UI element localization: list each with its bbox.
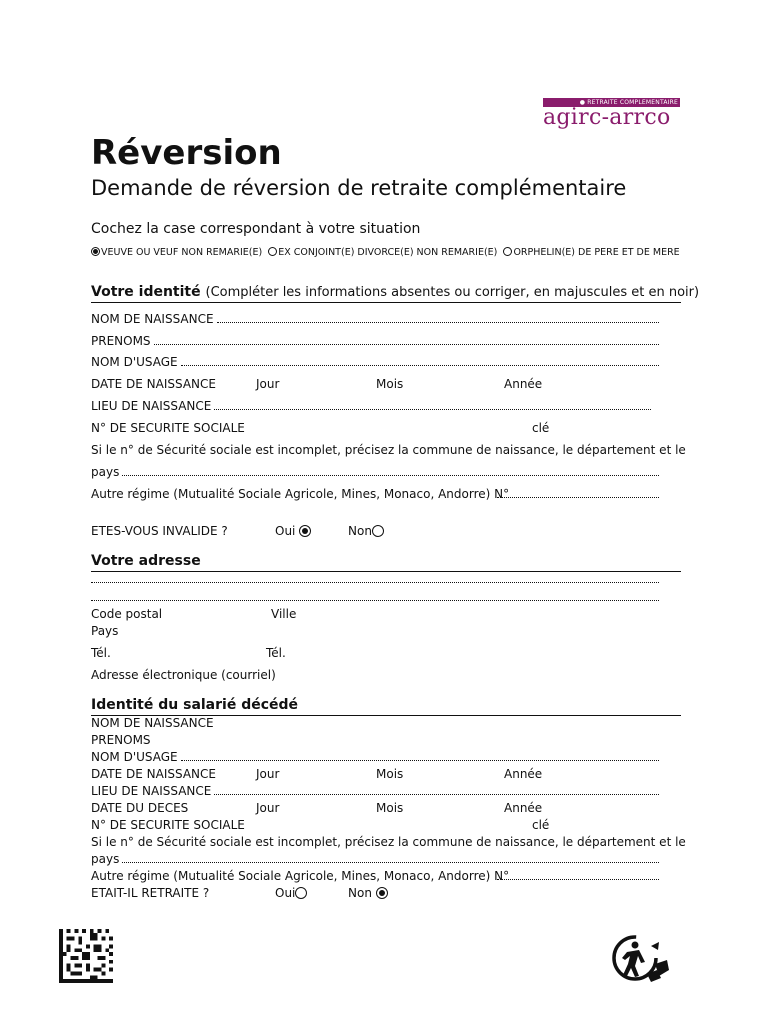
- label-date-deces: DATE DU DECES: [91, 801, 189, 815]
- field-code-postal[interactable]: Code postal: [91, 607, 163, 621]
- radio-veuve[interactable]: [91, 247, 100, 256]
- qr-code-icon: [58, 929, 114, 983]
- option-invalide-non[interactable]: Non: [348, 524, 385, 538]
- field-tel-1[interactable]: Tél.: [91, 646, 111, 660]
- field-autre-regime[interactable]: [497, 496, 659, 498]
- field-salarie-lieu-naissance[interactable]: LIEU DE NAISSANCE: [91, 784, 659, 798]
- field-nom-naissance[interactable]: NOM DE NAISSANCE: [91, 312, 659, 326]
- label-salarie-date-naissance: DATE DE NAISSANCE: [91, 767, 216, 781]
- field-salarie-annee[interactable]: Année: [504, 767, 543, 781]
- field-nom-usage[interactable]: NOM D'USAGE: [91, 355, 659, 369]
- section-identite-note: (Compléter les informations absentes ou corriger, en majuscules et en noir): [205, 285, 700, 300]
- radio-retraite-oui[interactable]: [295, 887, 307, 899]
- label-date-naissance: DATE DE NAISSANCE: [91, 377, 216, 391]
- label-salarie-autre-regime: Autre régime (Mutualité Sociale Agricole, Mines, Monaco, Andorre) N°: [91, 869, 510, 883]
- field-salarie-jour[interactable]: Jour: [256, 767, 280, 781]
- radio-retraite-non[interactable]: [376, 887, 388, 899]
- field-cle[interactable]: clé: [532, 421, 550, 435]
- logo-band: ● RETRAITE COMPLEMENTAIRE: [543, 98, 680, 107]
- field-adresse-line-1[interactable]: [91, 581, 659, 583]
- situation-options: [91, 246, 681, 259]
- radio-invalide-non[interactable]: [372, 525, 384, 537]
- field-pays[interactable]: pays: [91, 465, 659, 479]
- divider: [91, 571, 681, 572]
- page-title: Réversion: [91, 133, 282, 173]
- section-salarie-heading: Identité du salarié décédé: [91, 697, 299, 713]
- option-retraite-non[interactable]: Non: [348, 886, 389, 900]
- salarie-secu-incomplete-note: Si le n° de Sécurité sociale est incomplet, précisez la commune de naissance, le département et le: [91, 835, 686, 849]
- triman-recycle-icon: [611, 930, 673, 986]
- option-ex-conjoint[interactable]: EX CONJOINT(E) DIVORCE(E) NON REMARIE(E): [268, 247, 497, 258]
- field-tel-2[interactable]: Tél.: [266, 646, 286, 660]
- field-deces-mois[interactable]: Mois: [376, 801, 404, 815]
- field-salarie-mois[interactable]: Mois: [376, 767, 404, 781]
- label-retraite: ETAIT-IL RETRAITE ?: [91, 886, 210, 900]
- logo: agirc-arrco: [543, 105, 671, 130]
- section-adresse-heading: Votre adresse: [91, 553, 201, 569]
- label-invalide: ETES-VOUS INVALIDE ?: [91, 524, 228, 538]
- field-salarie-nom-usage[interactable]: NOM D'USAGE: [91, 750, 659, 764]
- field-adresse-line-2[interactable]: [91, 599, 659, 601]
- option-orphelin[interactable]: ORPHELIN(E) DE PERE ET DE MERE: [503, 247, 679, 258]
- field-salarie-autre-regime[interactable]: [497, 878, 659, 880]
- field-jour[interactable]: Jour: [256, 377, 280, 391]
- option-veuve[interactable]: VEUVE OU VEUF NON REMARIE(E): [91, 247, 262, 258]
- field-deces-annee[interactable]: Année: [504, 801, 543, 815]
- field-pays-adresse[interactable]: Pays: [91, 624, 119, 638]
- field-prenoms[interactable]: PRENOMS: [91, 334, 659, 348]
- instruction: Cochez la case correspondant à votre situation: [91, 221, 421, 237]
- field-salarie-secu[interactable]: N° DE SECURITE SOCIALE: [91, 818, 245, 832]
- section-identite-heading: Votre identité (Compléter les informations absentes ou corriger, en majuscules et en noir): [91, 284, 700, 300]
- field-lieu-naissance[interactable]: LIEU DE NAISSANCE: [91, 399, 651, 413]
- field-annee[interactable]: Année: [504, 377, 543, 391]
- radio-invalide-oui[interactable]: [299, 525, 311, 537]
- option-retraite-oui[interactable]: Oui: [275, 886, 308, 900]
- field-ville[interactable]: Ville: [271, 607, 297, 621]
- secu-incomplete-note: Si le n° de Sécurité sociale est incomplet, précisez la commune de naissance, le département et le: [91, 443, 686, 457]
- divider: [91, 302, 681, 303]
- page-subtitle: Demande de réversion de retraite complémentaire: [91, 176, 627, 200]
- field-mois[interactable]: Mois: [376, 377, 404, 391]
- field-salarie-prenoms[interactable]: PRENOMS: [91, 733, 151, 747]
- field-secu[interactable]: N° DE SECURITE SOCIALE: [91, 421, 245, 435]
- field-salarie-cle[interactable]: clé: [532, 818, 550, 832]
- field-salarie-pays[interactable]: pays: [91, 852, 659, 866]
- label-autre-regime: Autre régime (Mutualité Sociale Agricole, Mines, Monaco, Andorre) N°: [91, 487, 510, 501]
- option-invalide-oui[interactable]: Oui: [275, 524, 312, 538]
- field-email[interactable]: Adresse électronique (courriel): [91, 668, 276, 682]
- field-salarie-nom-naissance[interactable]: NOM DE NAISSANCE: [91, 716, 214, 730]
- radio-ex-conjoint[interactable]: [268, 247, 277, 256]
- field-deces-jour[interactable]: Jour: [256, 801, 280, 815]
- radio-orphelin[interactable]: [503, 247, 512, 256]
